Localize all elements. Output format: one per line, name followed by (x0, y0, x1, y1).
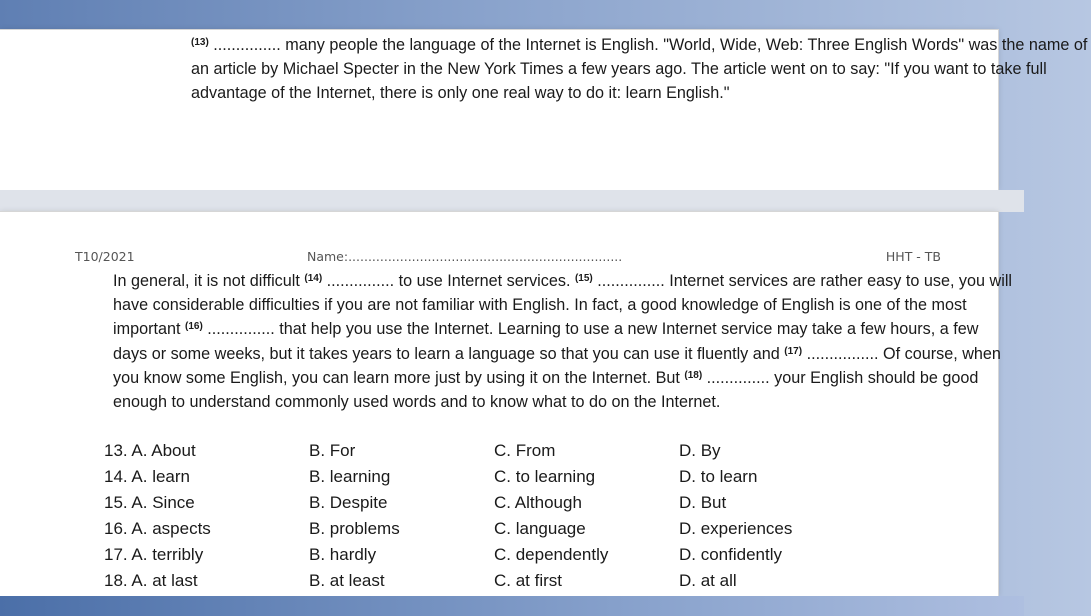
question-number-15: (15) (574, 273, 593, 284)
question-row (104, 568, 864, 594)
question-row (104, 490, 864, 516)
school-code: HHT - TB (885, 249, 941, 264)
option-c: C. Although (494, 493, 582, 512)
option-a: 14. A. learn (104, 467, 191, 486)
option-b: B. learning (309, 467, 391, 486)
passage-segment: ............... to use Internet services. (322, 272, 575, 290)
option-c: C. at first (494, 571, 563, 590)
option-d: D. By (679, 441, 721, 460)
question-number-17: (17) (784, 345, 803, 357)
passage-continuation (75, 33, 1091, 106)
option-d: D. confidently (679, 545, 782, 564)
option-c: C. From (494, 441, 556, 460)
option-d: D. at all (679, 571, 737, 590)
question-number-16: (16) (184, 321, 203, 333)
question-number-13: (13) (191, 37, 209, 48)
question-row (104, 516, 864, 542)
option-d: D. But (679, 493, 727, 512)
page-gap (0, 190, 1024, 212)
question-number-14: (14) (304, 273, 323, 284)
option-a: 17. A. terribly (104, 545, 204, 564)
option-a: 16. A. aspects (104, 519, 211, 538)
cloze-passage (75, 269, 1013, 414)
option-b: B. problems (309, 519, 400, 538)
worksheet-page (0, 212, 1013, 596)
question-row (104, 464, 864, 490)
option-b: B. hardly (309, 545, 377, 564)
passage-segment: In general, it is not difficult (113, 272, 305, 290)
name-field: Name:..................................................................... (307, 249, 623, 264)
option-a: 18. A. at last (104, 571, 198, 590)
passage-segment: .............. your English should be good enough to understand commonly used words and to know what to do on the Internet. (113, 368, 979, 412)
option-c: C. to learning (494, 467, 596, 486)
passage-segment: ............... that help you use the Internet. Learning to use a new Internet service may take a few hours, a few days or some weeks, but it takes years to learn a language so that you can use it fluently and (113, 320, 979, 363)
option-b: B. For (309, 441, 356, 460)
option-b: B. at least (309, 571, 385, 590)
bottom-background-band (0, 596, 1024, 616)
option-a: 15. A. Since (104, 493, 195, 512)
answer-options (104, 438, 864, 594)
option-c: C. dependently (494, 545, 609, 564)
option-c: C. language (494, 519, 586, 538)
worksheet-code: T10/2021 (75, 249, 135, 264)
passage-segment: ............... Internet services are rather easy to use, you will have considerable difficulties if you are not familiar with English. In fact, a good knowledge of English is one of the most important (113, 272, 1013, 339)
option-d: D. experiences (679, 519, 793, 538)
question-number-18: (18) (684, 369, 703, 381)
question-row (104, 542, 864, 568)
page-header (75, 249, 941, 267)
option-a: 13. A. About (104, 441, 196, 460)
question-row (104, 438, 864, 464)
option-d: D. to learn (679, 467, 758, 486)
previous-page-fragment (0, 30, 1088, 190)
passage-line-1: ............... many people the language of the Internet is English. "World, Wide, Web: Three (208, 36, 850, 54)
option-b: B. Despite (309, 493, 388, 512)
passage-segment: ................ Of course, when you know some English, you can learn more just by using it on the Internet. But (113, 344, 1001, 387)
passage-text: English Words" was the name of an article by Michael Specter in the New York Times a few years ago. The article went on to say: "If you want to take full advantage of the Internet, there is only one real way to do it: learn English." (191, 36, 1088, 103)
